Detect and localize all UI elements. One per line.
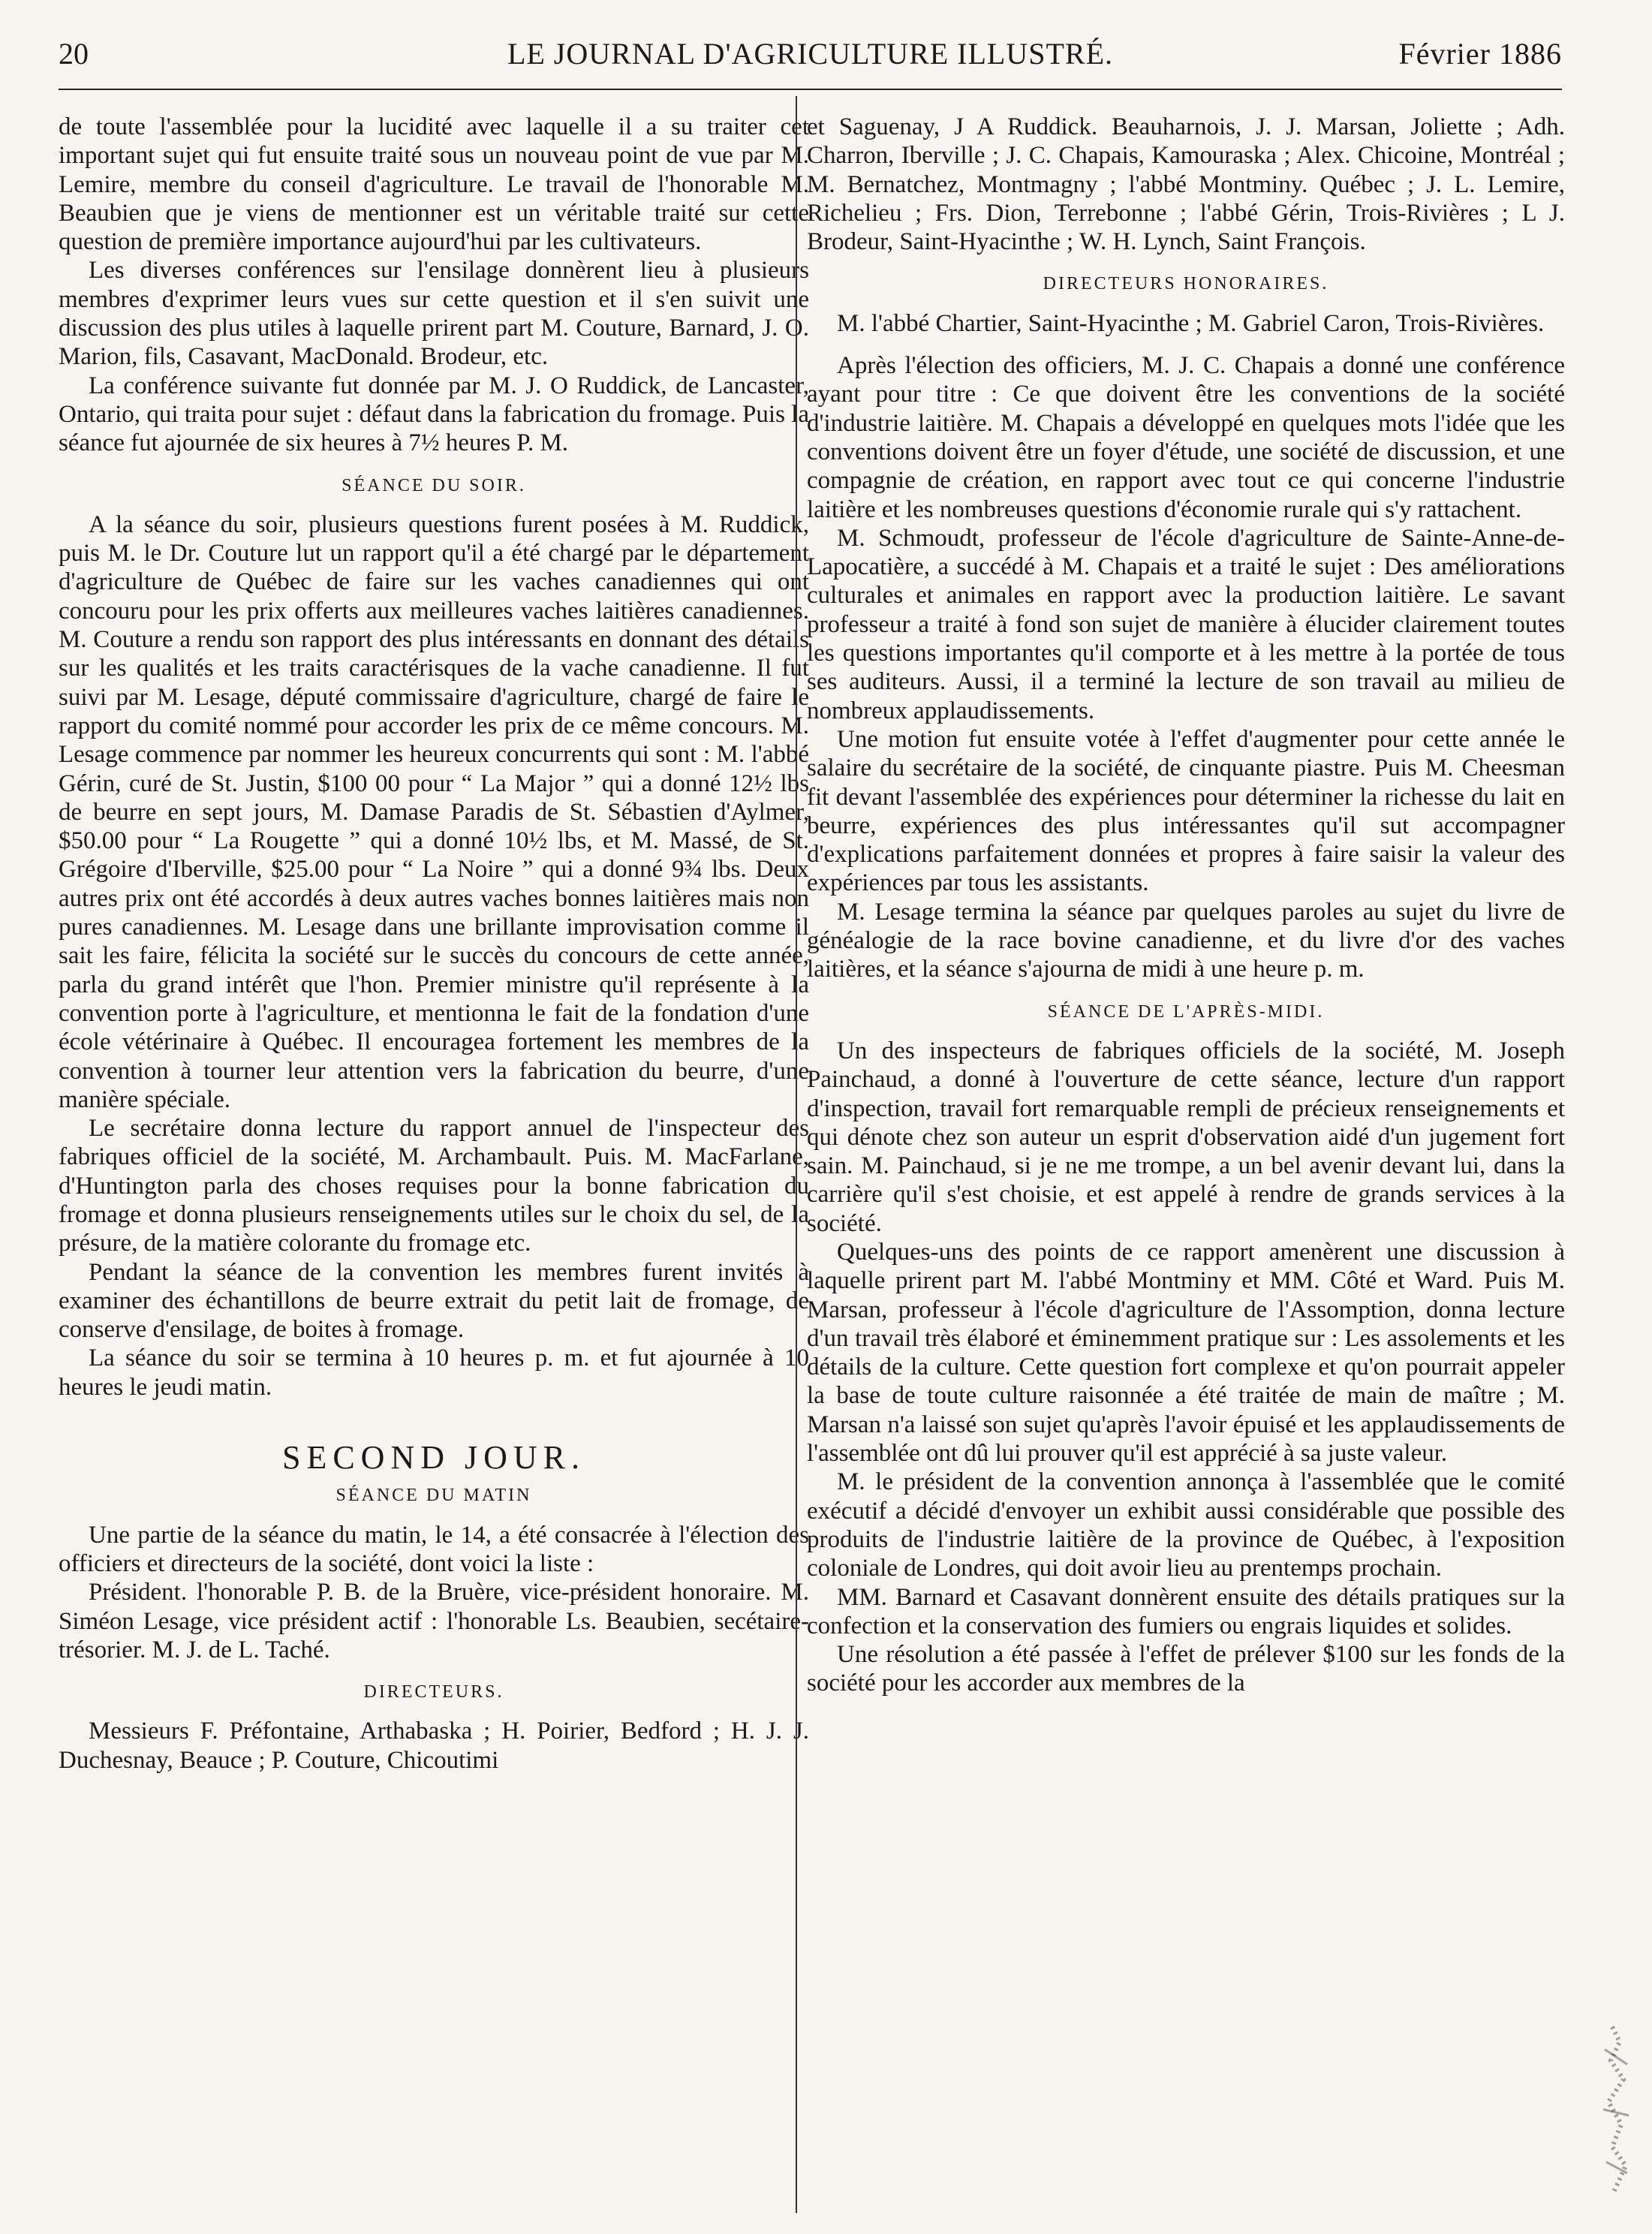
paragraph: Pendant la séance de la convention les membres furent invités à examiner des échantillons de beurre extrait du petit lait de fromage, de conserve d'ensilage, de boites à fromage. bbox=[59, 1258, 809, 1344]
paragraph: Quelques-uns des points de ce rapport amenèrent une discussion à laquelle prirent part M. l'abbé Montminy et MM. Côté et Ward. Puis M. Marsan, professeur à l'école d'agriculture de l'Assomption, donna lecture d'un travail très élaboré et éminemment pratique sur : Les assolements et les détails de la culture. Cette question fort complexe et qu'on pourrait appeler la base de toute culture raisonnée a été traitée de main de maître ; M. Marsan n'a laissé son sujet qu'après l'avoir épuisé et les applaudissements de l'assemblée ont dû lui prouver qu'il est apprécié à sa juste valeur. bbox=[807, 1238, 1565, 1468]
right-column bbox=[807, 113, 1565, 1698]
paragraph: Président. l'honorable P. B. de la Bruère, vice-président honoraire. M. Siméon Lesage, vice président actif : l'honorable Ls. Beaubien, secétaire-trésorier. M. J. de L. Taché. bbox=[59, 1579, 809, 1663]
header-rule bbox=[59, 89, 1562, 90]
section-heading-directeurs-honoraires: DIRECTEURS HONORAIRES. bbox=[1043, 274, 1329, 294]
paragraph: et Saguenay, J A Ruddick. Beauharnois, J. J. Marsan, Joliette ; Adh. Charron, Iberville ; J. C. Chapais, Kamouraska ; Alex. Chicoine, Montréal ; M. Bernatchez, Montmagny ; l'abbé Montminy. Québec ; J. L. Lemire, Richelieu ; Frs. Dion, Terrebonne ; l'abbé Gérin, Trois-Rivières ; L J. Brodeur, Saint-Hyacinthe ; W. H. Lynch, Saint François. bbox=[807, 113, 1565, 256]
paragraph: M. Lesage termina la séance par quelques paroles au sujet du livre de généalogie de la race bovine canadienne, et du livre d'or des vaches laitières, et la séance s'ajourna de midi à une heure p. m. bbox=[807, 898, 1565, 983]
paragraph: M. Schmoudt, professeur de l'école d'agriculture de Sainte-Anne-de-Lapocatière, a succédé à M. Chapais et a traité le sujet : Des améliorations culturales et animales en rapport avec la production laitière. Le savant professeur a traité à fond son sujet de manière à élucider clairement toutes les questions importantes qu'il comporte et à les mettre à la portée de tous ses auditeurs. Aussi, il a terminé la lecture de son travail au milieu de nombreux applaudissements. bbox=[807, 524, 1565, 724]
issue-date: Février 1886 bbox=[1398, 37, 1562, 71]
paragraph: Après l'élection des officiers, M. J. C. Chapais a donné une conférence ayant pour titre : Ce que doivent être les conventions de la société d'industrie laitière. M. Chapais a développé en quelques mots l'idée que les conventions doivent être un foyer d'étude, une société de discussion, et une compagnie de création, en rapport avec tout ce qui concerne l'industrie laitière et les nombreuses questions d'économie rurale qui s'y rattachent. bbox=[807, 352, 1565, 523]
paragraph: MM. Barnard et Casavant donnèrent ensuite des détails pratiques sur la confection et la conservation des fumiers ou engrais liquides et solides. bbox=[807, 1583, 1565, 1639]
section-heading-apres-midi: SÉANCE DE L'APRÈS-MIDI. bbox=[1047, 1001, 1325, 1022]
paragraph: de toute l'assemblée pour la lucidité avec laquelle il a su traiter cet important sujet qui fut ensuite traité sous un nouveau point de vue par M. Lemire, membre du conseil d'agriculture. Le travail de l'honorable M. Beaubien que je viens de mentionner est un véritable traité sur cette question de première importance aujourd'hui par les cultivateurs. bbox=[59, 113, 809, 256]
paragraph: Les diverses conférences sur l'ensilage donnèrent lieu à plusieurs membres d'exprimer leurs vues sur cette question et il s'en suivit une discussion des plus utiles à laquelle prirent part M. Couture, Barnard, J. O. Marion, fils, Casavant, MacDonald. Brodeur, etc. bbox=[59, 257, 809, 371]
page-number: 20 bbox=[59, 37, 89, 71]
paragraph: A la séance du soir, plusieurs questions furent posées à M. Ruddick, puis M. le Dr. Couture lut un rapport qu'il a été chargé par le département d'agriculture de Québec de faire sur les vaches canadiennes qui ont concouru pour les prix offerts aux meilleures vaches laitières canadiennes. M. Couture a rendu son rapport des plus intéressants en donnant des détails sur les qualités et les traits caractérisques de la vache canadienne. Il fut suivi par M. Lesage, député commissaire d'agriculture, chargé de faire le rapport du comité nommé pour accorder les prix de ce même concours. M. Lesage commence par nommer les heureux concurrents qui sont : M. l'abbé Gérin, curé de St. Justin, $100 00 pour “ La Major ” qui a donné 12½ lbs de beurre en sept jours, M. Damase Paradis de St. Sébastien d'Aylmer, $50.00 pour “ La Rougette ” qui a donné 10½ lbs, et M. Massé, de St. Grégoire d'Iberville, $25.00 pour “ La Noire ” qui a donné 9¾ lbs. Deux autres prix ont été accordés à deux autres vaches bonnes laitières mais non pures canadiennes. M. Lesage dans une brillante improvisation comme il sait les faire, félicita la société sur le succès du concours de cette année, parla du grand intérêt que l'hon. Premier ministre qu'il représente à la convention porte à l'agriculture, et mentionna le fait de la fondation d'une école vétérinaire à Québec. Il encouragea fortement les membres de la convention à tourner leur attention vers la fabrication du beurre, d'une manière spéciale. bbox=[59, 510, 809, 1113]
paragraph: Une résolution a été passée à l'effet de prélever $100 sur les fonds de la société pour les accorder aux membres de la bbox=[807, 1641, 1565, 1697]
section-heading-matin: SÉANCE DU MATIN bbox=[336, 1486, 532, 1506]
page-header bbox=[59, 30, 1562, 83]
section-heading-second-jour: SECOND JOUR. bbox=[281, 1439, 586, 1477]
paragraph: M. l'abbé Chartier, Saint-Hyacinthe ; M. Gabriel Caron, Trois-Rivières. bbox=[837, 309, 1545, 337]
column-divider bbox=[796, 96, 797, 2213]
paragraph: Une partie de la séance du matin, le 14, a été consacrée à l'élection des officiers et directeurs de la société, dont voici la liste : bbox=[59, 1521, 809, 1577]
paragraph: M. le président de la convention annonça à l'assemblée que le comité exécutif a décidé d'envoyer un exhibit aussi considérable que possible des produits de l'industrie laitière de la province de Québec, à l'exposition coloniale de Londres, qui doit avoir lieu au prentemps prochain. bbox=[807, 1468, 1565, 1582]
left-column bbox=[59, 113, 809, 1775]
section-heading-soir: SÉANCE DU SOIR. bbox=[342, 475, 526, 495]
paragraph: Le secrétaire donna lecture du rapport annuel de l'inspecteur des fabriques officiel de la société, M. Archambault. Puis. M. MacFarlane, d'Huntington parla des choses requises pour la bonne fabrication du fromage et donna plusieurs renseignements utiles sur le choix du sel, de la présure, de la matière colorante du fromage etc. bbox=[59, 1115, 809, 1257]
paragraph: La séance du soir se termina à 10 heures p. m. et fut ajournée à 10 heures le jeudi matin. bbox=[59, 1344, 809, 1401]
journal-title: LE JOURNAL D'AGRICULTURE ILLUSTRÉ. bbox=[507, 37, 1114, 71]
ink-smudge bbox=[1590, 2019, 1642, 2199]
paragraph: Messieurs F. Préfontaine, Arthabaska ; H. Poirier, Bedford ; H. J. J. Duchesnay, Beauce ; P. Couture, Chicoutimi bbox=[59, 1718, 809, 1774]
section-heading-directeurs: DIRECTEURS. bbox=[363, 1682, 504, 1703]
paragraph: Un des inspecteurs de fabriques officiels de la société, M. Joseph Painchaud, a donné à l'ouverture de cette séance, lecture d'un rapport d'inspection, travail fort remarquable rempli de précieux renseignements et qui dénote chez son auteur un esprit d'observation aidé d'un jugement fort sain. M. Painchaud, si je ne me trompe, a un bel avenir devant lui, dans la carrière qu'il s'est choisie, et est appelé à rendre de grands services à la société. bbox=[807, 1037, 1565, 1237]
paragraph: La conférence suivante fut donnée par M. J. O Ruddick, de Lancaster, Ontario, qui traita pour sujet : défaut dans la fabrication du fromage. Puis la séance fut ajournée de six heures à 7½ heures P. M. bbox=[59, 372, 809, 457]
paragraph: Une motion fut ensuite votée à l'effet d'augmenter pour cette année le salaire du secrétaire de la société, de cinquante piastre. Puis M. Cheesman fit devant l'assemblée des expériences pour déterminer la richesse du lait en beurre, expériences des plus intéressantes qu'il sut accompagner d'explications parfaitement données et propres à faire saisir la valeur des expériences par tous les assistants. bbox=[807, 725, 1565, 897]
